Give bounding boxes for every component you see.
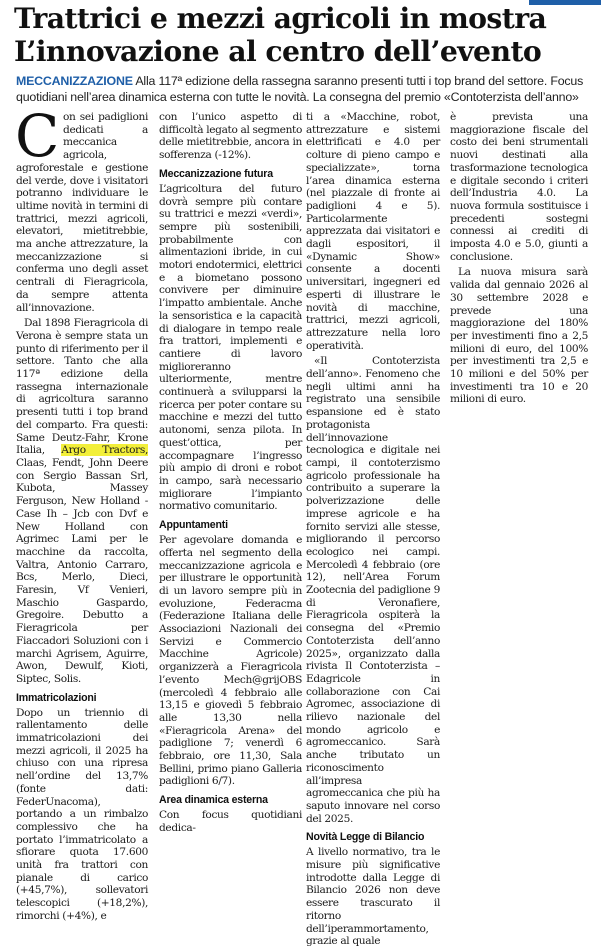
section-heading: Immatricolazioni bbox=[16, 691, 97, 704]
article-column-2 bbox=[159, 111, 302, 834]
section-heading: Area dinamica esterna bbox=[159, 794, 268, 807]
highlighted-text: Argo Tractors, bbox=[61, 444, 148, 457]
article-column-4 bbox=[450, 111, 588, 773]
section-kicker: MECCANIZZAZIONE bbox=[16, 74, 133, 88]
text-run: Claas, Fendt, John Deere con Sergio Bassan Srl, Kubota, Massey Ferguson, New Holland - Case Ih – Jcb con Dvf e New Holland con Agrimec Lami per le macchine da raccolta, Valtra, Antonio Carraro, Bcs, Merlo, Dieci, Faresin, Vf Venieri, Maschio Gaspardo, Gregoire. Debutto a Fieragricola per Fiaccadori Soluzioni con i marchi Agrisem, Aguirre, Awon, Dewulf, Kioti, Siptec, Solis. bbox=[16, 456, 148, 685]
article-column-3 bbox=[306, 111, 440, 948]
paragraph: ti a «Macchine, robot, attrezzature e sistemi elettrificati e 4.0 per colture di pieno campo e specializzate», torna l’area dinamica esterna (nel piazzale di fronte ai padiglioni 4 e 5). Particolarmente apprezzata dai visitatori e dagli espositori, il «Dynamic Show» consente a docenti universitari, ingegneri ed esperti di illustrare le novità di macchine, trattrici, mezzi agricoli, attrezzature nella loro operatività. bbox=[306, 111, 440, 352]
paragraph-brands bbox=[16, 317, 148, 685]
subheading-line-2: quotidiani nell’area dinamica esterna con tutte le novità. La consegna del premio «Contoterzista dell’anno» bbox=[16, 90, 579, 104]
paragraph: «Il Contoterzista dell’anno». Fenomeno che negli ultimi anni ha registrato una sensibile espansione ed è stato protagonista dell’innovazione tecnologica e digitale nei campi, il contoterzismo agricolo professionale ha contribuito a superare la polverizzazione delle imprese agricole e ha fornito servizi alle stesse, migliorando il percorso ecologico nei campi. Mercoledì 4 febbraio (ore 12), nell’Area Forum Zootecnia del padiglione 9 di Veronafiere, Fieragricola ospiterà la consegna del «Premio Contoterzista dell’anno 2025», organizzato dalla rivista Il Contoterzista – Edagricole in collaborazione con Cai Agromec, associazione di rilievo nazionale del mondo agricolo e agromeccanico. Sarà anche tributato un riconoscimento all’impresa agromeccanica che più ha saputo innovare nel corso del 2025. bbox=[306, 355, 440, 825]
text-run: Dal 1898 Fieragricola di Verona è sempre stata un punto di riferimento per il settore. Tanto che alla 117ª edizione della rassegna internazionale di agricoltura saranno presenti tutti i top brand del comparto. Fra questi: Same Deutz-Fahr, Krone Italia, bbox=[16, 317, 148, 457]
section-heading: Appuntamenti bbox=[159, 519, 228, 532]
headline-line-2: L’innovazione al centro dell’evento bbox=[14, 34, 542, 68]
paragraph: è prevista una maggiorazione fiscale del costo dei beni strumentali nuovi destinati alla trasformazione tecnologica e digitale secondo i criteri dell’Industria 4.0. La nuova formula sostituisce i precedenti sostegni connessi ai crediti di imposta 4.0 e 5.0, giunti a conclusione. bbox=[450, 111, 588, 263]
paragraph: La nuova misura sarà valida dal gennaio 2026 al 30 settembre 2028 e prevede una maggiorazione del 180% per investimenti fino a 2,5 milioni di euro, del 100% per investimenti tra 2,5 e 10 milioni e del 50% per investimenti tra 10 e 20 milioni di euro. bbox=[450, 266, 588, 406]
subheading-line-1: Alla 117ª edizione della rassegna saranno presenti tutti i top brand del settore. Focus bbox=[132, 74, 584, 88]
paragraph: Dopo un triennio di rallentamento delle immatricolazioni dei mezzi agricoli, il 2025 ha chiuso con una ripresa nell’ordine del 13,7% (fonte dati: FederUnacoma), portando a un rimbalzo complessivo che ha portato l’immatricolato a sfiorare quota 17.600 unità fra trattori con pianale di carico (+45,7%), sollevatori telescopici (+18,2%), rimorchi (+4%), e bbox=[16, 706, 148, 922]
headline bbox=[14, 2, 604, 68]
section-heading: Novità Legge di Bilancio bbox=[306, 831, 425, 844]
paragraph: Con focus quotidiani dedica- bbox=[159, 809, 302, 834]
section-heading: Meccanizzazione futura bbox=[159, 167, 273, 180]
headline-line-1: Trattrici e mezzi agricoli in mostra bbox=[14, 1, 547, 35]
paragraph: A livello normativo, tra le misure più significative introdotte dalla Legge di Bilancio 2026 non deve essere trascurato il ritorno dell’iperammortamento, grazie al quale bbox=[306, 846, 440, 948]
paragraph: Per agevolare domanda e offerta nel segmento della meccanizzazione agricola e per illustrare le opportunità di un lavoro sempre più in evoluzione, Federacma (Federazione Italiana delle Associazioni Nazionali dei Servizi e Commercio Macchine Agricole) organizzerà a Fieragricola l’evento Mech@grijOBS (mercoledì 4 febbraio alle 13,15 e giovedì 5 febbraio alle 13,30 nella «Fieragricola Arena» del padiglione 7; venerdì 6 febbraio, ore 11,30, Sala Bellini, primo piano Galleria padiglioni 6/7). bbox=[159, 534, 302, 788]
article-column-1 bbox=[15, 102, 148, 922]
subheading bbox=[16, 73, 601, 105]
dropcap: C bbox=[15, 102, 60, 170]
paragraph: on sei padiglioni dedicati a meccanica agricola, agroforestale e gestione del verde, dove i visitatori potranno individuare le ultime novità in termini di trattrici, mezzi agricoli, elevatori, mietitrebbie, ma anche attrezzature, la meccanizzazione si conferma uno degli asset centrali di Fieragricola, da sempre attenta all’innovazione. bbox=[16, 111, 148, 314]
paragraph: con l’unico aspetto di difficoltà legato al segmento delle mietitrebbie, ancora in sofferenza (-12%). bbox=[159, 111, 302, 162]
paragraph: L’agricoltura del futuro dovrà sempre più contare su trattrici e mezzi «verdi», sempre più sostenibili, probabilmente con alimentazioni ibride, in cui motori endotermici, elettrici e a biometano possono convivere per diminuire l’impatto ambientale. Anche la sensoristica e la capacità di dialogare in tempo reale fra trattori, implementi e cantiere di lavoro miglioreranno ulteriormente, mentre continuerà a svilupparsi la ricerca per poter contare su macchine e mezzi del tutto autonomi, senza pilota. In quest’ottica, per accompagnare l’ingresso più ampio di droni e robot in campo, sarà necessario migliorare l’impianto normativo comunitario. bbox=[159, 182, 302, 513]
